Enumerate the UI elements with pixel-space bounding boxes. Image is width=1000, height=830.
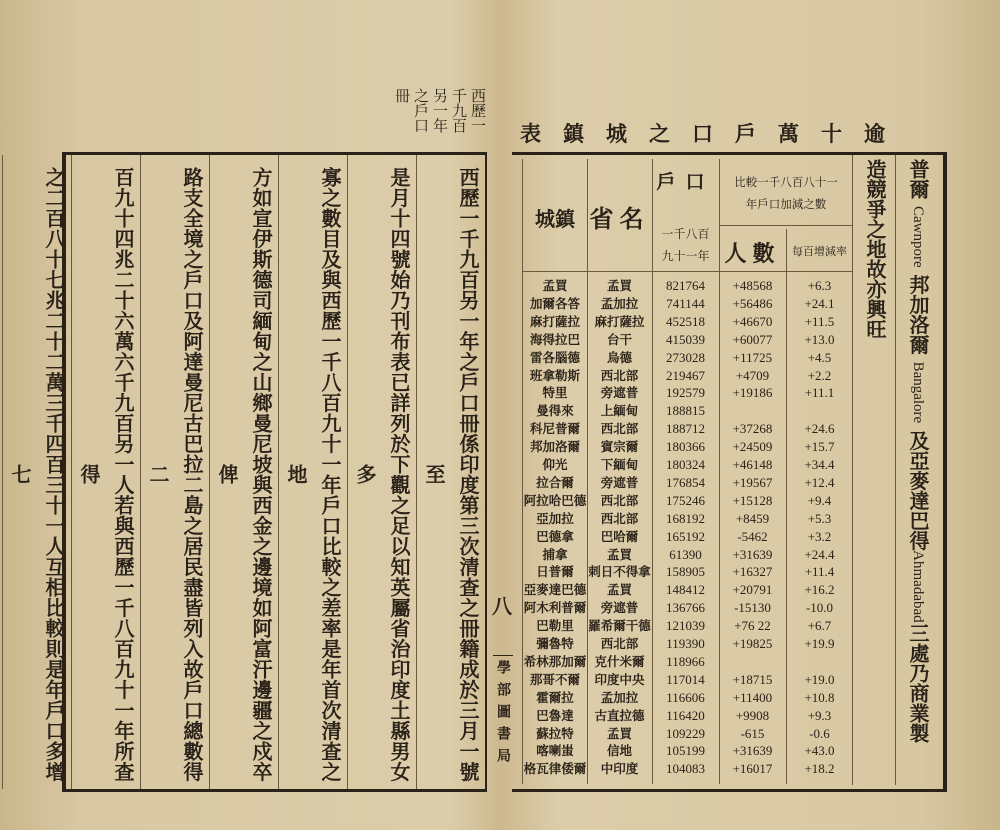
cell-province: 西北部 <box>600 367 639 383</box>
cell-city: 阿木利普爾 <box>523 600 587 616</box>
cell-change-count: +24509 <box>732 439 773 455</box>
table-title: 逾十萬戶口之城鎮表 <box>520 121 907 146</box>
table-row <box>523 420 853 438</box>
cell-city: 班拿勒斯 <box>529 367 580 383</box>
table-row <box>523 492 853 510</box>
cell-city: 巴魯達 <box>536 707 574 723</box>
cell-city: 霍爾拉 <box>536 689 574 705</box>
cell-change-rate: +15.7 <box>804 439 835 455</box>
table-row <box>523 653 853 671</box>
cell-change-rate: +6.3 <box>807 278 832 293</box>
cell-change-count: -15130 <box>734 600 771 616</box>
cell-population: 136766 <box>666 600 705 616</box>
cell-population: 188712 <box>666 421 705 437</box>
cell-province: 孟加拉 <box>600 689 639 705</box>
table-row <box>523 456 853 474</box>
population-table <box>522 159 853 784</box>
cell-province: 旁遮普 <box>600 385 639 401</box>
right-text-block <box>852 155 938 785</box>
population-table-frame <box>512 152 947 792</box>
table-row <box>523 438 853 456</box>
cell-province: 古直拉德 <box>594 707 645 723</box>
subtitle-col: 冊 <box>393 88 411 103</box>
cell-city: 拉合爾 <box>536 474 574 490</box>
cell-city: 日普爾 <box>536 564 574 580</box>
cell-population: 452518 <box>666 313 705 329</box>
cell-city: 亞加拉 <box>536 510 574 526</box>
cell-change-count: +46148 <box>732 457 773 472</box>
cell-city: 巴勒里 <box>536 618 574 634</box>
cell-change-rate: +4.5 <box>807 349 832 365</box>
cell-change-rate: +6.7 <box>807 618 832 634</box>
cell-population: 109229 <box>666 725 705 741</box>
publisher-label: 學部圖書局 <box>493 655 513 770</box>
cell-change-count: +9908 <box>735 707 770 723</box>
cell-change-count: +31639 <box>732 743 773 759</box>
cell-city: 那哥不爾 <box>529 671 580 687</box>
cell-population: 105199 <box>666 743 705 759</box>
cell-change-rate: +16.2 <box>804 582 835 598</box>
table-row <box>523 689 853 707</box>
cell-change-count: +19825 <box>732 636 773 651</box>
cell-city: 曼得來 <box>536 403 574 419</box>
cell-change-count: +11400 <box>732 689 773 705</box>
body-text-block <box>8 152 487 792</box>
header-count: 人數 <box>724 241 781 267</box>
cell-change-count: +56486 <box>732 295 773 311</box>
cell-population: 273028 <box>666 349 705 365</box>
table-row <box>523 725 853 743</box>
table-row <box>523 349 853 367</box>
cell-city: 海得拉巴 <box>529 331 580 347</box>
cell-population: 219467 <box>666 367 705 383</box>
cell-city: 格瓦律倭爾 <box>523 761 587 777</box>
text-column: 方如宣伊斯德司緬甸之山鄉曼尼坡與西金之邊境如阿富汗邊疆之戍卒俾 <box>209 155 278 789</box>
cell-province: 孟買 <box>606 546 632 562</box>
cell-change-count: +18715 <box>732 671 773 687</box>
cell-change-count: +16327 <box>732 564 773 580</box>
table-row <box>523 599 853 617</box>
cell-change-rate: +12.4 <box>804 474 835 490</box>
header-province: 省名 <box>589 204 650 233</box>
table-row <box>523 760 853 778</box>
cell-change-rate: -10.0 <box>805 600 834 616</box>
cell-city: 麻打薩拉 <box>529 313 580 329</box>
cell-population: 116420 <box>666 707 705 723</box>
cell-population: 165192 <box>666 528 705 544</box>
cell-population: 121039 <box>666 618 705 634</box>
table-row <box>523 313 853 331</box>
cell-province: 烏德 <box>606 349 632 365</box>
subtitle-col: 另一年 <box>431 88 449 133</box>
cell-province: 羅希爾干德 <box>588 618 651 634</box>
cell-city: 特里 <box>542 385 568 401</box>
cell-change-count: +4709 <box>735 367 770 383</box>
cell-population: 180324 <box>666 457 705 472</box>
cell-city: 亞麥達巴德 <box>523 582 587 598</box>
cell-province: 信地 <box>606 743 632 759</box>
table-row <box>523 563 853 581</box>
subtitle-col: 西歷一 <box>469 88 487 133</box>
cell-change-count: -5462 <box>737 528 768 544</box>
cell-province: 西北部 <box>600 492 639 508</box>
cell-change-rate: +11.4 <box>804 564 835 580</box>
cell-change-count: +20791 <box>732 582 773 598</box>
cell-change-rate: +11.1 <box>804 385 835 401</box>
cell-city: 蘇拉特 <box>536 725 574 741</box>
cell-change-rate: +19.0 <box>804 671 835 687</box>
table-row <box>523 581 853 599</box>
cell-city: 加爾各答 <box>529 295 580 311</box>
page-number: 八 <box>492 594 512 618</box>
cell-change-count: +48568 <box>732 278 773 293</box>
cell-change-count: -615 <box>740 725 765 741</box>
table-row <box>523 367 853 385</box>
cell-change-count: +19186 <box>732 385 773 401</box>
cell-city: 仰光 <box>542 457 568 472</box>
cell-province: 克什米爾 <box>594 653 645 669</box>
table-row <box>523 277 853 295</box>
table-subtitle <box>392 88 487 148</box>
table-row <box>523 295 853 313</box>
cell-population: 117014 <box>666 671 705 687</box>
table-row <box>523 546 853 564</box>
header-population: 戶口 <box>656 171 715 193</box>
cell-province: 麻打薩拉 <box>594 313 645 329</box>
cell-province: 孟買 <box>606 582 632 598</box>
cell-city: 雷各腦德 <box>529 349 580 365</box>
cell-city: 巴德拿 <box>536 528 574 544</box>
cell-province: 刺日不得拿 <box>588 564 651 580</box>
page-gutter <box>488 160 514 790</box>
text-column: 寡之數目及與西歷一千八百九十一年戶口比較之差率是年首次清查之地 <box>278 155 347 789</box>
cell-change-count: +76 22 <box>734 618 771 634</box>
cell-province: 印度中央 <box>594 671 645 687</box>
cell-population: 61390 <box>669 546 702 562</box>
text-column: 之二百八十七兆二十二萬三千四百三十一人互相比較則是年戶口多增七 <box>2 155 71 789</box>
table-row <box>523 474 853 492</box>
cell-province: 中印度 <box>600 761 639 777</box>
cell-change-rate: +24.1 <box>804 295 835 311</box>
cell-change-rate: +3.2 <box>807 528 832 544</box>
table-row <box>523 331 853 349</box>
cell-change-count: +16017 <box>732 761 773 777</box>
cell-population: 168192 <box>666 510 705 526</box>
cell-population: 415039 <box>666 331 705 347</box>
text-column: 路支全境之戶口及阿達曼尼古巴拉二島之居民盡皆列入故戶口總數得二 <box>140 155 209 789</box>
cell-province: 旁遮普 <box>600 600 639 616</box>
cell-city: 阿拉哈巴德 <box>523 492 587 508</box>
right-text-col: 造競爭之地故亦興旺 <box>852 155 895 785</box>
table-row <box>523 671 853 689</box>
cell-change-rate: +9.4 <box>807 492 832 508</box>
cell-change-count: +31639 <box>732 546 773 562</box>
text-column: 西歷一千九百另一年之戶口冊係印度第三次清查之冊籍成於三月一號至 <box>416 155 485 789</box>
cell-province: 巴哈爾 <box>600 528 639 544</box>
cell-city: 希林那加爾 <box>523 653 587 669</box>
cell-change-count: +60077 <box>732 331 773 347</box>
cell-population: 821764 <box>666 278 705 293</box>
cell-province: 台干 <box>606 331 632 347</box>
cell-population: 176854 <box>666 474 705 490</box>
table-row <box>523 617 853 635</box>
table-row <box>523 384 853 402</box>
cell-change-rate: +43.0 <box>804 743 835 759</box>
cell-population: 104083 <box>666 761 705 777</box>
cell-change-rate: +18.2 <box>804 761 835 777</box>
subtitle-col: 之戶口 <box>412 88 430 133</box>
text-column: 百九十四兆二十六萬六千九百另一人若與西歷一千八百九十一年所查得 <box>71 155 140 789</box>
cell-population: 180366 <box>666 439 705 455</box>
cell-city: 科尼普爾 <box>529 421 580 437</box>
cell-change-rate: +24.6 <box>804 421 835 437</box>
cell-population: 741144 <box>666 295 705 311</box>
cell-change-rate: -0.6 <box>809 725 830 741</box>
header-comparison: 比較一千八百八十一年戶口加減之數 <box>734 175 838 211</box>
cell-province: 下緬甸 <box>600 457 639 472</box>
cell-population: 158905 <box>666 564 705 580</box>
header-rate: 每百增減率 <box>792 245 847 258</box>
cell-province: 西北部 <box>600 510 639 526</box>
subtitle-col: 千九百 <box>450 88 468 133</box>
cell-change-count: +37268 <box>732 421 773 437</box>
cell-city: 喀喇蚩 <box>536 743 574 759</box>
header-population-year: 一千八百九十一年 <box>661 227 710 263</box>
table-row <box>523 528 853 546</box>
cell-change-count: +15128 <box>732 492 773 508</box>
cell-province: 孟加拉 <box>600 295 639 311</box>
cell-change-rate: +5.3 <box>807 510 832 526</box>
cell-province: 旁遮普 <box>600 474 639 490</box>
cell-change-rate: +2.2 <box>807 367 832 383</box>
cell-province: 孟買 <box>606 725 632 741</box>
cell-change-count: +46670 <box>732 313 773 329</box>
cell-change-rate: +13.0 <box>804 331 835 347</box>
cell-city: 捕拿 <box>542 546 568 562</box>
header-city: 城鎮 <box>535 207 575 231</box>
cell-province: 西北部 <box>600 421 639 437</box>
cell-population: 192579 <box>666 385 705 401</box>
cell-city: 邦加洛爾 <box>529 439 580 455</box>
cell-change-rate: +34.4 <box>804 457 835 472</box>
cell-change-rate: +11.5 <box>804 313 835 329</box>
cell-population: 175246 <box>666 492 705 508</box>
table-row <box>523 510 853 528</box>
cell-change-count: +19567 <box>732 474 773 490</box>
right-text-col: 普爾 Cawnpore 邦加洛爾 Bangalore 及亞麥達巴得Ahmadabad三處乃商業製 <box>895 155 938 785</box>
cell-population: 188815 <box>666 403 705 419</box>
cell-change-rate: +9.3 <box>807 707 832 723</box>
text-column: 是月十四號始乃刊布表已詳列於下觀之足以知英屬省治印度土縣男女多 <box>347 155 416 789</box>
cell-change-count: +8459 <box>735 510 770 526</box>
cell-population: 118966 <box>666 653 705 669</box>
table-row <box>523 402 853 420</box>
cell-city: 彌魯特 <box>536 636 574 651</box>
cell-province: 西北部 <box>600 636 639 651</box>
table-row <box>523 742 853 760</box>
cell-change-rate: +24.4 <box>804 546 835 562</box>
cell-population: 148412 <box>666 582 705 598</box>
cell-province: 孟買 <box>606 278 632 293</box>
cell-province: 賓宗爾 <box>600 439 639 455</box>
table-row <box>523 707 853 725</box>
cell-population: 116606 <box>666 689 705 705</box>
table-row <box>523 635 853 653</box>
cell-change-rate: +10.8 <box>804 689 835 705</box>
cell-change-count: +11725 <box>732 349 773 365</box>
cell-change-rate: +19.9 <box>804 636 835 651</box>
cell-province: 上緬甸 <box>600 403 639 419</box>
cell-city: 孟買 <box>542 278 568 293</box>
cell-population: 119390 <box>666 636 705 651</box>
